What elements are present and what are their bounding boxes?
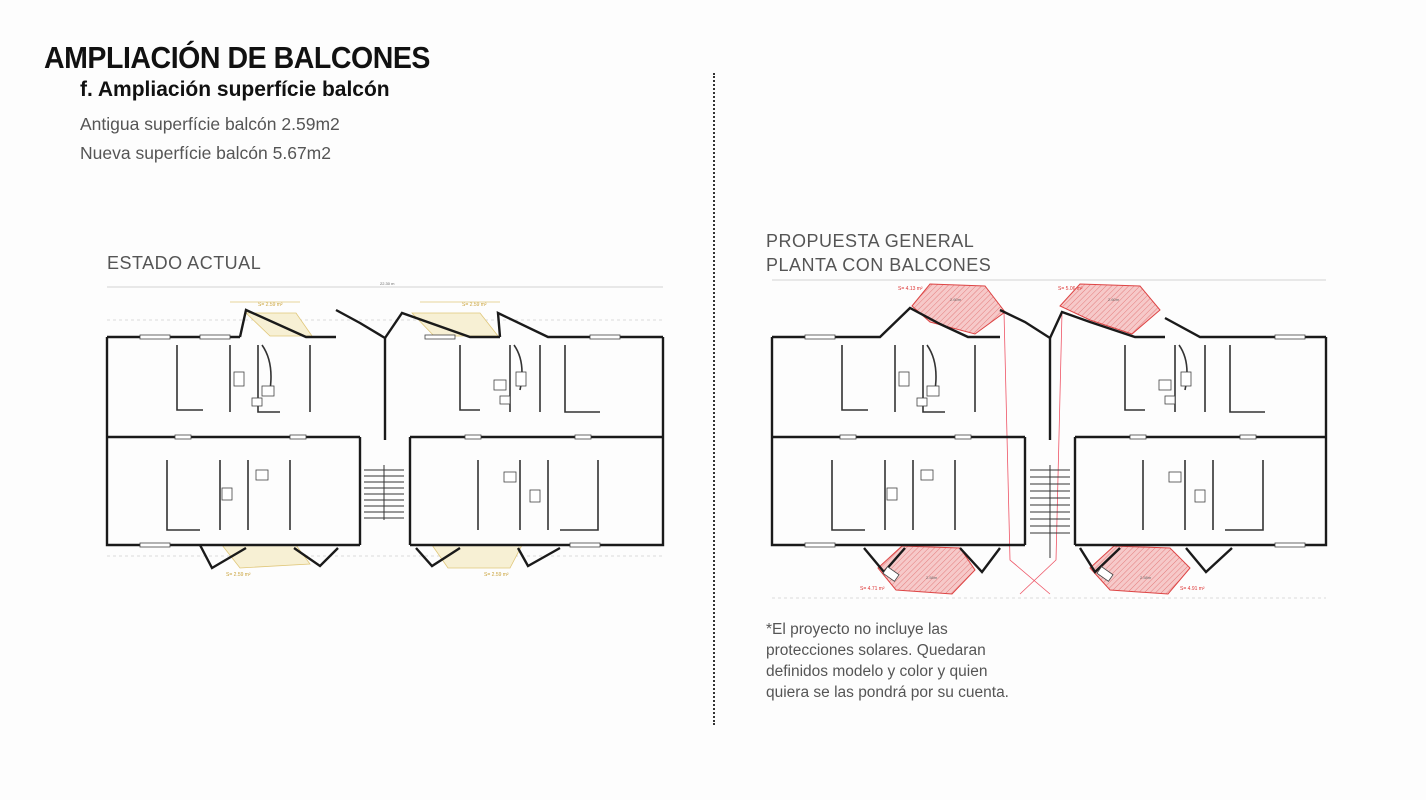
proposal-label-line1: PROPUESTA GENERAL xyxy=(766,231,975,251)
svg-text:S= 2.59 m²: S= 2.59 m² xyxy=(462,302,487,308)
existing-floor-plan xyxy=(107,281,663,578)
svg-text:2.58m: 2.58m xyxy=(1140,575,1152,580)
svg-text:2.60m: 2.60m xyxy=(950,297,962,302)
proposal-label-line2: PLANTA CON BALCONES xyxy=(766,255,992,275)
svg-text:S= 5.06 m²: S= 5.06 m² xyxy=(1058,286,1083,292)
svg-text:22.30 m: 22.30 m xyxy=(380,281,395,286)
svg-text:2.58m: 2.58m xyxy=(926,575,938,580)
svg-text:S= 4.91 m²: S= 4.91 m² xyxy=(1180,586,1205,592)
existing-balcony-bottom-left xyxy=(222,545,310,568)
svg-text:S= 2.59 m²: S= 2.59 m² xyxy=(258,302,283,308)
page-subtitle: f. Ampliación superfície balcón xyxy=(80,78,390,101)
svg-text:S= 2.59 m²: S= 2.59 m² xyxy=(226,572,251,578)
svg-text:S= 4.71 m²: S= 4.71 m² xyxy=(860,586,885,592)
page-title: AMPLIACIÓN DE BALCONES xyxy=(44,40,431,75)
svg-text:2.60m: 2.60m xyxy=(1108,297,1120,302)
proposed-floor-plan xyxy=(772,280,1326,598)
solar-protection-note: *El proyecto no incluye las protecciones solares. Quedaran definidos modelo y color y quien quiera se las pondrá por su cuenta. xyxy=(766,621,1009,701)
svg-text:S= 4.13 m²: S= 4.13 m² xyxy=(898,286,923,292)
old-balcony-area: Antigua superfície balcón 2.59m2 xyxy=(80,114,340,134)
proposed-balcony-top-left xyxy=(912,284,1005,334)
svg-text:S= 2.59 m²: S= 2.59 m² xyxy=(484,572,509,578)
new-balcony-area: Nueva superfície balcón 5.67m2 xyxy=(80,143,331,163)
current-state-label: ESTADO ACTUAL xyxy=(107,253,262,273)
